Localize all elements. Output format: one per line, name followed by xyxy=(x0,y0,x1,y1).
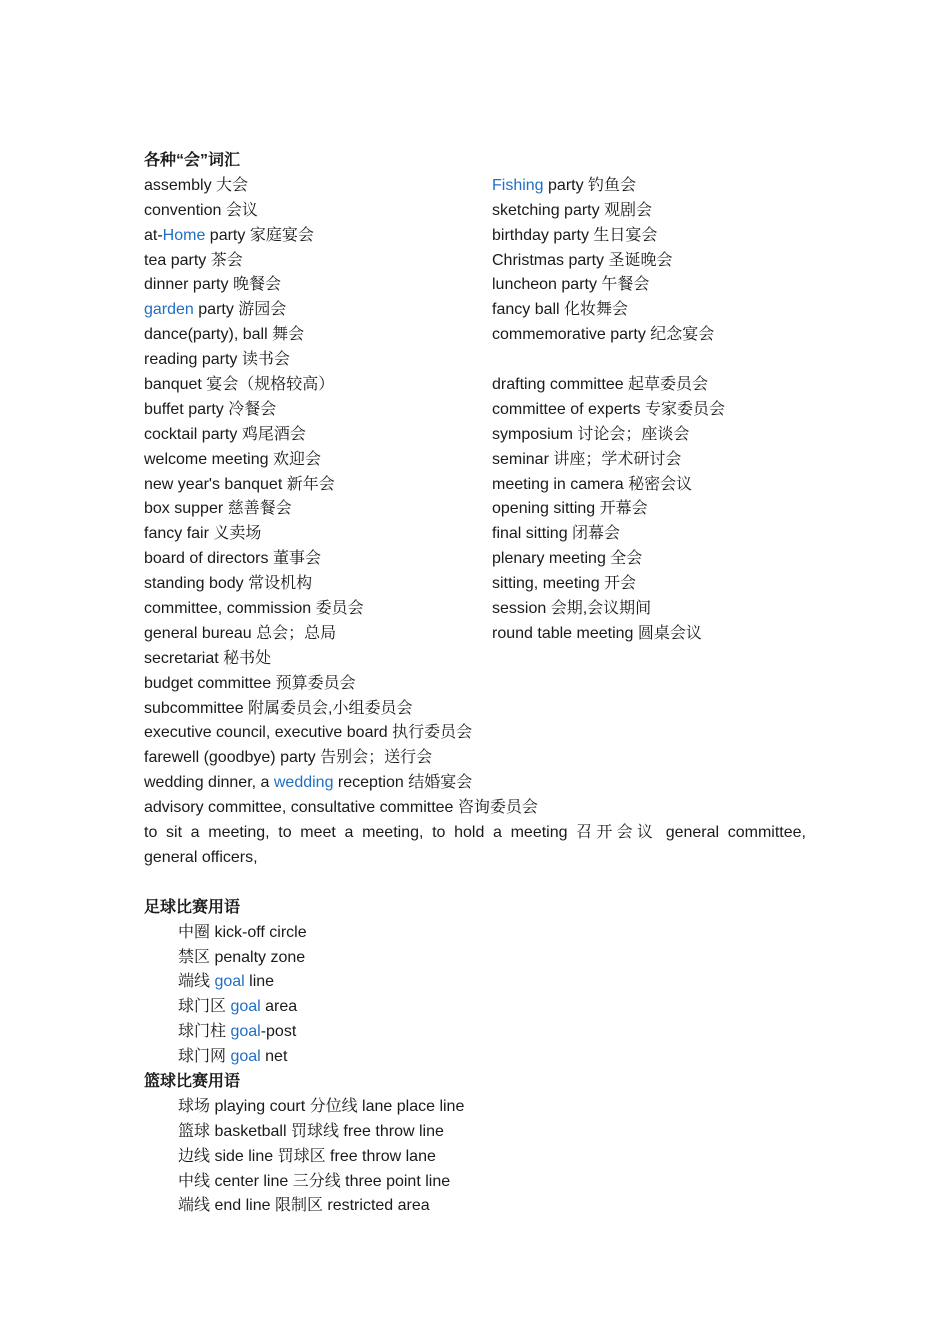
vocab-text: sitting, meeting 开会 xyxy=(492,575,637,593)
vocab-line xyxy=(492,249,806,274)
vocab-line xyxy=(492,473,806,498)
vocab-line xyxy=(144,298,492,323)
vocab-link[interactable]: Home xyxy=(162,226,206,244)
vocab-text: 中圈 kick-off circle xyxy=(178,923,307,941)
vocab-line xyxy=(492,572,806,597)
vocab-line xyxy=(178,1120,806,1145)
heading-basketball: 篮球比赛用语 xyxy=(144,1072,241,1090)
vocab-text: convention 会议 xyxy=(144,201,258,219)
vocab-text: advisory committee, consultative committee 咨询委员会 xyxy=(144,799,538,817)
vocab-line xyxy=(144,423,492,448)
vocab-link[interactable]: goal xyxy=(214,973,245,991)
vocab-line xyxy=(178,946,806,971)
vocab-line xyxy=(144,672,806,697)
vocab-line xyxy=(178,1145,806,1170)
vocab-line xyxy=(144,174,492,199)
vocab-text: session 会期,会议期间 xyxy=(492,600,652,618)
vocab-line xyxy=(178,1194,806,1219)
vocab-line xyxy=(492,398,806,423)
vocab-text: executive council, executive board 执行委员会 xyxy=(144,724,473,742)
vocab-text: reception 结婚宴会 xyxy=(333,774,473,792)
vocab-text: party 钓鱼会 xyxy=(543,176,637,194)
vocab-line xyxy=(492,448,806,473)
right-column xyxy=(492,174,806,647)
heading-football: 足球比赛用语 xyxy=(144,898,241,916)
vocab-line xyxy=(144,547,492,572)
vocab-line xyxy=(144,746,806,771)
vocab-text: 篮球 basketball 罚球线 free throw line xyxy=(178,1122,444,1140)
vocab-text: 端线 xyxy=(178,973,215,991)
vocab-text: fancy fair 义卖场 xyxy=(144,525,262,543)
vocab-text: plenary meeting 全会 xyxy=(492,550,643,568)
vocab-text: at- xyxy=(144,226,163,244)
vocab-text: 边线 side line 罚球区 free throw lane xyxy=(178,1147,436,1165)
vocab-text: line xyxy=(244,973,275,991)
vocab-line xyxy=(492,174,806,199)
vocab-line xyxy=(178,995,806,1020)
vocab-wrap-line: to sit a meeting, to meet a meeting, to hold a meeting 召开会议 general committee, xyxy=(144,824,806,842)
vocab-text: commemorative party 纪念宴会 xyxy=(492,326,715,344)
vocab-text: sketching party 观剧会 xyxy=(492,201,653,219)
vocab-text: area xyxy=(260,998,298,1016)
vocab-text: birthday party 生日宴会 xyxy=(492,226,658,244)
vocab-line xyxy=(144,721,806,746)
vocab-line xyxy=(144,597,492,622)
vocab-line xyxy=(144,473,492,498)
vocab-link[interactable]: goal xyxy=(230,998,261,1016)
vocab-line xyxy=(492,522,806,547)
vocab-text: general bureau 总会；总局 xyxy=(144,624,337,642)
vocab-text: fancy ball 化妆舞会 xyxy=(492,301,629,319)
vocab-text: committee, commission 委员会 xyxy=(144,600,364,618)
vocab-text: cocktail party 鸡尾酒会 xyxy=(144,425,306,443)
document-page xyxy=(144,149,806,1219)
vocab-line xyxy=(492,373,806,398)
vocab-text: Christmas party 圣诞晚会 xyxy=(492,251,673,269)
vocab-text: meeting in camera 秘密会议 xyxy=(492,475,693,493)
vocab-text: seminar 讲座；学术研讨会 xyxy=(492,450,682,468)
vocab-text: wedding dinner, a xyxy=(144,774,274,792)
vocab-line xyxy=(492,547,806,572)
vocab-text: box supper 慈善餐会 xyxy=(144,500,292,518)
vocab-text: -post xyxy=(260,1023,297,1041)
vocab-text: board of directors 董事会 xyxy=(144,550,321,568)
left-column xyxy=(144,174,492,647)
vocab-text: tea party 茶会 xyxy=(144,251,243,269)
vocab-link[interactable]: Fishing xyxy=(492,176,544,194)
vocab-line xyxy=(144,771,806,796)
vocab-line xyxy=(144,323,492,348)
vocab-text: 球门区 xyxy=(178,998,231,1016)
vocab-link[interactable]: goal xyxy=(230,1048,261,1066)
vocab-line xyxy=(178,1020,806,1045)
vocab-text: banquet 宴会（规格较高） xyxy=(144,376,335,394)
vocab-text: 球门柱 xyxy=(178,1023,231,1041)
vocab-text: party 家庭宴会 xyxy=(205,226,314,244)
vocab-line xyxy=(492,298,806,323)
vocab-text: final sitting 闭幕会 xyxy=(492,525,621,543)
vocab-text: luncheon party 午餐会 xyxy=(492,276,650,294)
vocab-text: 球门网 xyxy=(178,1048,231,1066)
vocab-line xyxy=(492,199,806,224)
vocab-text: net xyxy=(260,1048,288,1066)
spacer xyxy=(144,871,806,896)
vocab-line xyxy=(492,273,806,298)
vocab-text: 端线 end line 限制区 restricted area xyxy=(178,1197,430,1215)
vocab-line xyxy=(144,622,492,647)
vocab-link[interactable]: wedding xyxy=(273,774,334,792)
football-terms xyxy=(144,921,806,1070)
vocab-link[interactable]: goal xyxy=(230,1023,261,1041)
vocab-text: standing body 常设机构 xyxy=(144,575,313,593)
vocab-line xyxy=(144,199,492,224)
vocab-text: new year's banquet 新年会 xyxy=(144,475,335,493)
vocab-line xyxy=(144,224,492,249)
vocab-line xyxy=(492,622,806,647)
vocab-line xyxy=(492,497,806,522)
vocab-line xyxy=(492,348,806,373)
basketball-terms xyxy=(144,1095,806,1219)
vocab-text: round table meeting 圆桌会议 xyxy=(492,624,702,642)
vocab-text: assembly 大会 xyxy=(144,176,249,194)
vocab-text: 禁区 penalty zone xyxy=(178,948,306,966)
vocab-text: secretariat 秘书处 xyxy=(144,649,272,667)
vocab-line xyxy=(178,921,806,946)
vocab-line xyxy=(492,224,806,249)
vocab-text: welcome meeting 欢迎会 xyxy=(144,450,321,468)
vocab-line xyxy=(178,1095,806,1120)
vocab-link[interactable]: garden xyxy=(144,301,194,319)
vocab-text: buffet party 冷餐会 xyxy=(144,400,277,418)
vocab-text: dinner party 晚餐会 xyxy=(144,276,281,294)
vocab-line xyxy=(178,1170,806,1195)
vocab-line xyxy=(144,373,492,398)
vocab-text: 球场 playing court 分位线 lane place line xyxy=(178,1097,465,1115)
vocab-line xyxy=(144,697,806,722)
vocab-line xyxy=(144,796,806,821)
vocab-line xyxy=(144,448,492,473)
vocab-line xyxy=(144,273,492,298)
vocab-line xyxy=(492,597,806,622)
vocab-text: dance(party), ball 舞会 xyxy=(144,326,305,344)
vocab-wrap-line-end: general officers, xyxy=(144,848,258,866)
vocab-text: opening sitting 开幕会 xyxy=(492,500,648,518)
vocab-line xyxy=(144,398,492,423)
meeting-vocab-columns xyxy=(144,174,806,647)
vocab-line xyxy=(144,647,806,672)
vocab-line xyxy=(492,323,806,348)
vocab-text: subcommittee 附属委员会,小组委员会 xyxy=(144,699,413,717)
vocab-text: 中线 center line 三分线 three point line xyxy=(178,1172,451,1190)
vocab-text: drafting committee 起草委员会 xyxy=(492,376,709,394)
vocab-line xyxy=(144,572,492,597)
vocab-text: committee of experts 专家委员会 xyxy=(492,400,725,418)
vocab-text: symposium 讨论会；座谈会 xyxy=(492,425,690,443)
vocab-line xyxy=(144,348,492,373)
vocab-line xyxy=(178,970,806,995)
vocab-text: party 游园会 xyxy=(193,301,287,319)
vocab-text: farewell (goodbye) party 告别会；送行会 xyxy=(144,749,433,767)
vocab-line xyxy=(178,1045,806,1070)
vocab-text: budget committee 预算委员会 xyxy=(144,674,356,692)
vocab-line xyxy=(144,522,492,547)
vocab-line xyxy=(144,497,492,522)
vocab-line xyxy=(492,423,806,448)
vocab-text: reading party 读书会 xyxy=(144,351,290,369)
vocab-line xyxy=(144,249,492,274)
meeting-vocab-full-lines xyxy=(144,647,806,821)
heading-meetings: 各种“会”词汇 xyxy=(144,152,241,169)
